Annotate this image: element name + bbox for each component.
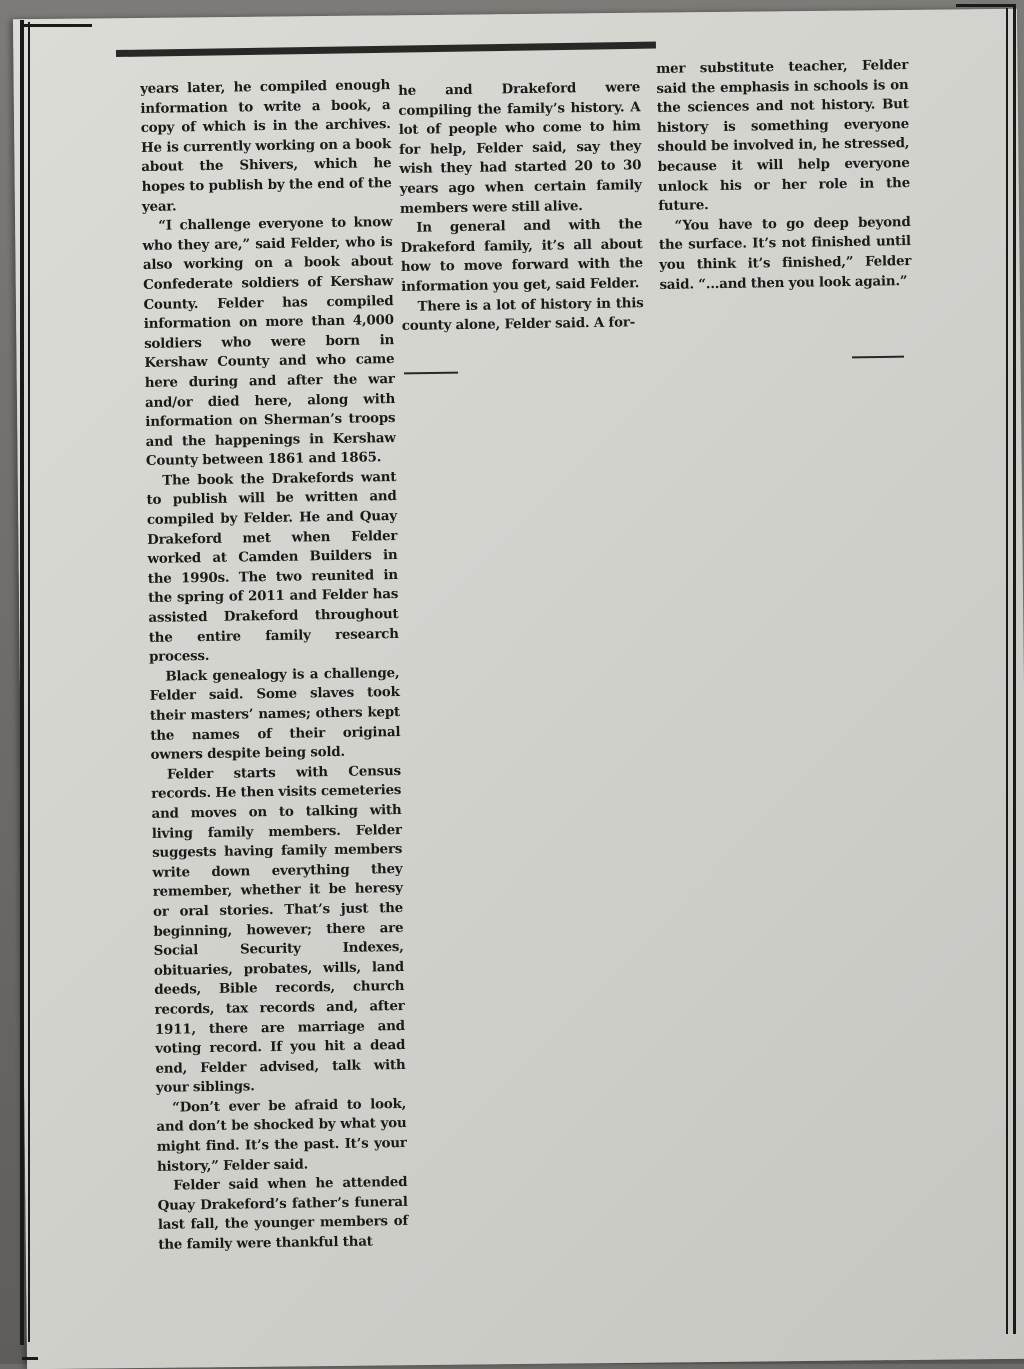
paragraph: years later, he compiled enough information to write a book, a copy of which is in the archives. He is currently working on a book about the Shivers, which he hopes to publish by the end of the year. <box>140 77 392 215</box>
paragraph: The book the Drakefords want to publish will be written and compiled by Felder. He and Quay Drakeford met when Felder worked at Camden Builders in the 1990s. The two reunited in the spring of 2011 and Felder has assisted Drakeford throughout the entire family research process. <box>146 468 399 666</box>
frame-border-bottom <box>22 1357 38 1360</box>
paragraph: In general and with the Drakeford family, it’s all about how to move forward with the information you get, said Felder. <box>400 216 644 295</box>
paragraph: “You have to go deep beyond the surface. It’s not finished until you think it’s finished,” Felder said. “...and then you look again.” <box>658 213 912 293</box>
frame-border-left <box>20 20 24 1345</box>
paragraph: “I challenge everyone to know who they are,” said Felder, who is also working on a book about Confederate soldiers of Kershaw County. Felder has compiled information on more than 4,000 soldiers who were born in Kershaw County and who came here during and after the war and/or died here, along with information on Sherman’s troops and the happenings in Kershaw County between 1861 and 1865. <box>142 214 396 470</box>
frame-border-left-inner <box>28 22 30 1342</box>
article-column-1 <box>140 76 408 1255</box>
frame-border-top-right <box>956 4 1016 7</box>
frame-border-right-inner <box>1006 8 1008 1334</box>
paragraph: mer substitute teacher, Felder said the emphasis in schools is on the sciences and not history. But history is something everyone should be involved in, he stressed, because it will help everyone unlock his or her role in the future. <box>656 57 911 215</box>
paragraph: Felder starts with Census records. He then visits cemeteries and moves on to talking with living family members. Felder suggests having family members write down everything they remember, whether it be heresy or oral stories. That’s just the beginning, however; there are Social Security Indexes, obituaries, probates, wills, land deeds, Bible records, church records, tax records and, after 1911, there are marriage and voting record. If you hit a dead end, Felder advised, talk with your siblings. <box>151 762 406 1097</box>
frame-border-right <box>1013 4 1016 1334</box>
paragraph: Black genealogy is a challenge, Felder said. Some slaves took their masters’ names; others kept the names of their original owners despite being sold. <box>149 664 401 764</box>
paragraph: he and Drakeford were compiling the family’s history. A lot of people who come to him for help, Felder said, say they wish they had started 20 to 30 years ago when certain family members were still alive. <box>398 79 642 217</box>
frame-border-top <box>22 24 92 27</box>
paragraph: “Don’t ever be afraid to look, and don’t be shocked by what you might find. It’s the past. It’s your history,” Felder said. <box>156 1095 407 1175</box>
article-column-2 <box>398 78 644 336</box>
paragraph: Felder said when he attended Quay Drakeford’s father’s funeral last fall, the younger members of the family were thankful that <box>157 1174 409 1253</box>
article-column-3 <box>656 56 912 295</box>
paragraph: There is a lot of history in this county alone, Felder said. A for- <box>401 294 644 335</box>
